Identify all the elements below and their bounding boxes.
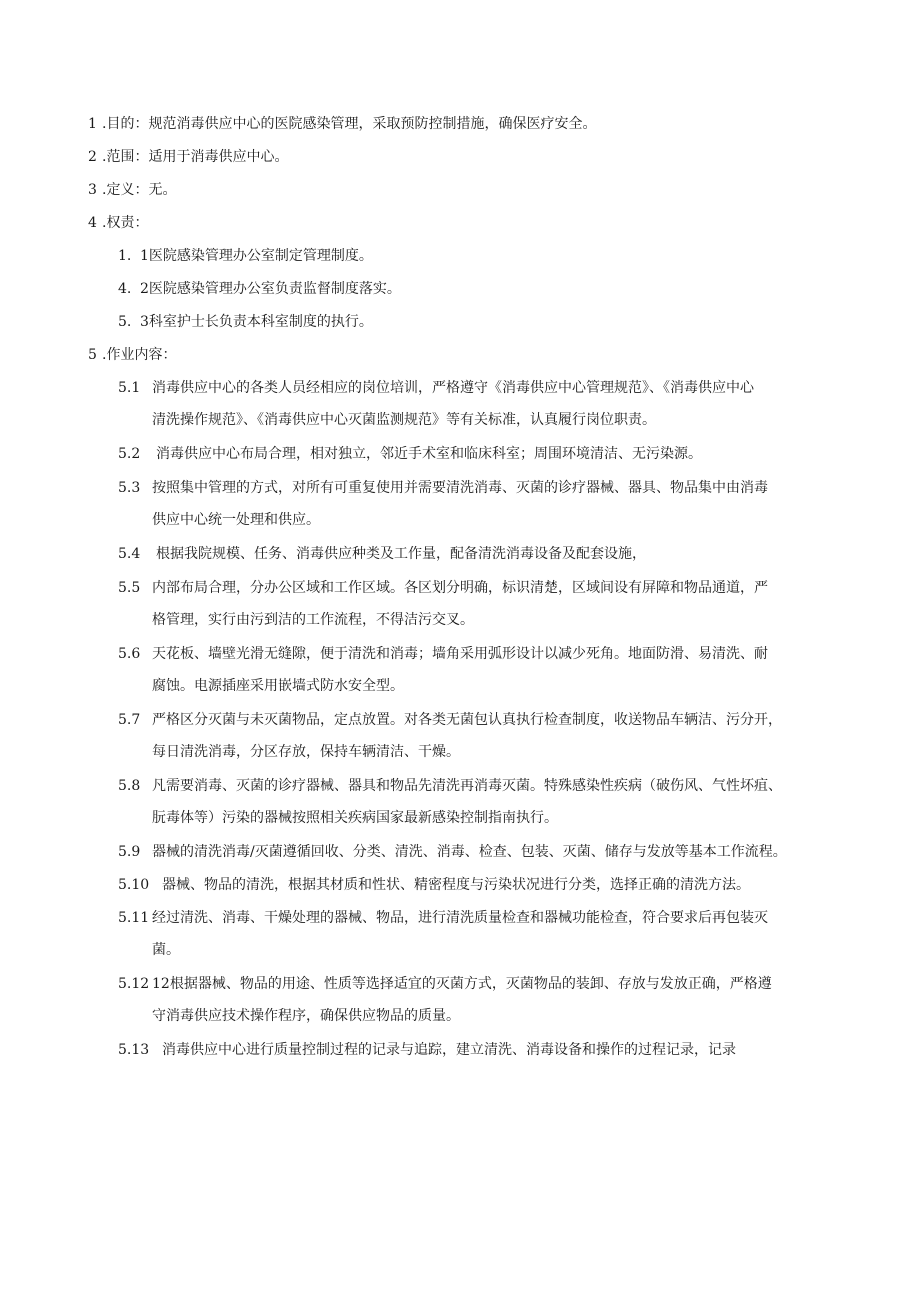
responsibility-number: 5. [118, 314, 132, 330]
section-number: 5 [88, 347, 97, 363]
item-line: 消毒供应中心的各类人员经相应的岗位培训，严格遵守《消毒供应中心管理规范》、《消毒供应中心 [152, 380, 754, 396]
item-line: 内部布局合理，分办公区域和工作区域。各区划分明确，标识清楚，区域间设有屏障和物品通道，严 [152, 580, 768, 596]
item-number: 5.7 [118, 712, 141, 728]
item-number: 5.12 [118, 976, 150, 992]
section-number: 3 [88, 182, 97, 198]
item-number: 5.5 [118, 580, 141, 596]
item-line: 凡需要消毒、灭菌的诊疗器械、器具和物品先清洗再消毒灭菌。特殊感染性疾病（破伤风、气性坏疽、 [152, 778, 782, 794]
item-number: 5.4 [118, 546, 141, 562]
item-line: 器械的清洗消毒/灭菌遵循回收、分类、清洗、消毒、检查、包装、灭菌、储存与发放等基本工作流程。 [152, 844, 787, 860]
item-line: 清洗操作规范》、《消毒供应中心灭菌监测规范》等有关标准，认真履行岗位职责。 [152, 412, 656, 428]
item-number: 5.3 [118, 480, 141, 496]
section-text: .作业内容： [102, 347, 177, 363]
section-text: .范围：适用于消毒供应中心。 [102, 149, 289, 165]
section-text: .定义：无。 [102, 182, 177, 198]
item-number: 5.10 [118, 877, 150, 893]
section-text: .目的：规范消毒供应中心的医院感染管理，采取预防控制措施，确保医疗安全。 [102, 116, 597, 132]
responsibility-number: 1. [118, 248, 132, 264]
item-line: 菌。 [152, 942, 180, 958]
section-number: 4 [88, 215, 97, 231]
section-text: .权责： [102, 215, 149, 231]
item-number: 5.13 [118, 1042, 150, 1058]
item-line: 守消毒供应技术操作程序，确保供应物品的质量。 [152, 1008, 460, 1024]
responsibility-text: 3科室护士长负责本科室制度的执行。 [140, 314, 373, 330]
item-number: 5.6 [118, 646, 141, 662]
item-line: 供应中心统一处理和供应。 [152, 512, 320, 528]
item-number: 5.11 [118, 910, 150, 926]
item-line: 天花板、墙壁光滑无缝隙，便于清洗和消毒；墙角采用弧形设计以减少死角。地面防滑、易清洗、耐 [152, 646, 768, 662]
responsibility-text: 1医院感染管理办公室制定管理制度。 [140, 248, 373, 264]
item-line: 消毒供应中心进行质量控制过程的记录与追踪，建立清洗、消毒设备和操作的过程记录，记录 [162, 1042, 736, 1058]
item-number: 5.8 [118, 778, 141, 794]
item-line: 根据我院规模、任务、消毒供应种类及工作量，配备清洗消毒设备及配套设施， [156, 546, 646, 562]
responsibility-number: 4. [118, 281, 132, 297]
item-line: 消毒供应中心布局合理，相对独立，邻近手术室和临床科室；周围环境清洁、无污染源。 [156, 446, 702, 462]
item-number: 5.2 [118, 446, 141, 462]
item-line: 器械、物品的清洗，根据其材质和性状、精密程度与污染状况进行分类，选择正确的清洗方法。 [162, 877, 750, 893]
item-line: 格管理，实行由污到洁的工作流程，不得洁污交叉。 [152, 612, 474, 628]
item-number: 5.9 [118, 844, 141, 860]
section-number: 1 [88, 116, 97, 132]
item-line: 12根据器械、物品的用途、性质等选择适宜的灭菌方式，灭菌物品的装卸、存放与发放正确，严格遵 [152, 976, 772, 992]
item-line: 经过清洗、消毒、干燥处理的器械、物品，进行清洗质量检查和器械功能检查，符合要求后再包装灭 [152, 910, 768, 926]
item-line: 每日清洗消毒，分区存放，保持车辆清洁、干燥。 [152, 744, 460, 760]
item-number: 5.1 [118, 380, 141, 396]
item-line: 严格区分灭菌与未灭菌物品，定点放置。对各类无菌包认真执行检查制度，收送物品车辆洁、污分开， [152, 712, 782, 728]
item-line: 按照集中管理的方式，对所有可重复使用并需要清洗消毒、灭菌的诊疗器械、器具、物品集中由消毒 [152, 480, 768, 496]
item-line: 腐蚀。电源插座采用嵌墙式防水安全型。 [152, 678, 404, 694]
responsibility-text: 2医院感染管理办公室负责监督制度落实。 [140, 281, 401, 297]
item-line: 朊毒体等）污染的器械按照相关疾病国家最新感染控制指南执行。 [152, 810, 558, 826]
section-number: 2 [88, 149, 97, 165]
